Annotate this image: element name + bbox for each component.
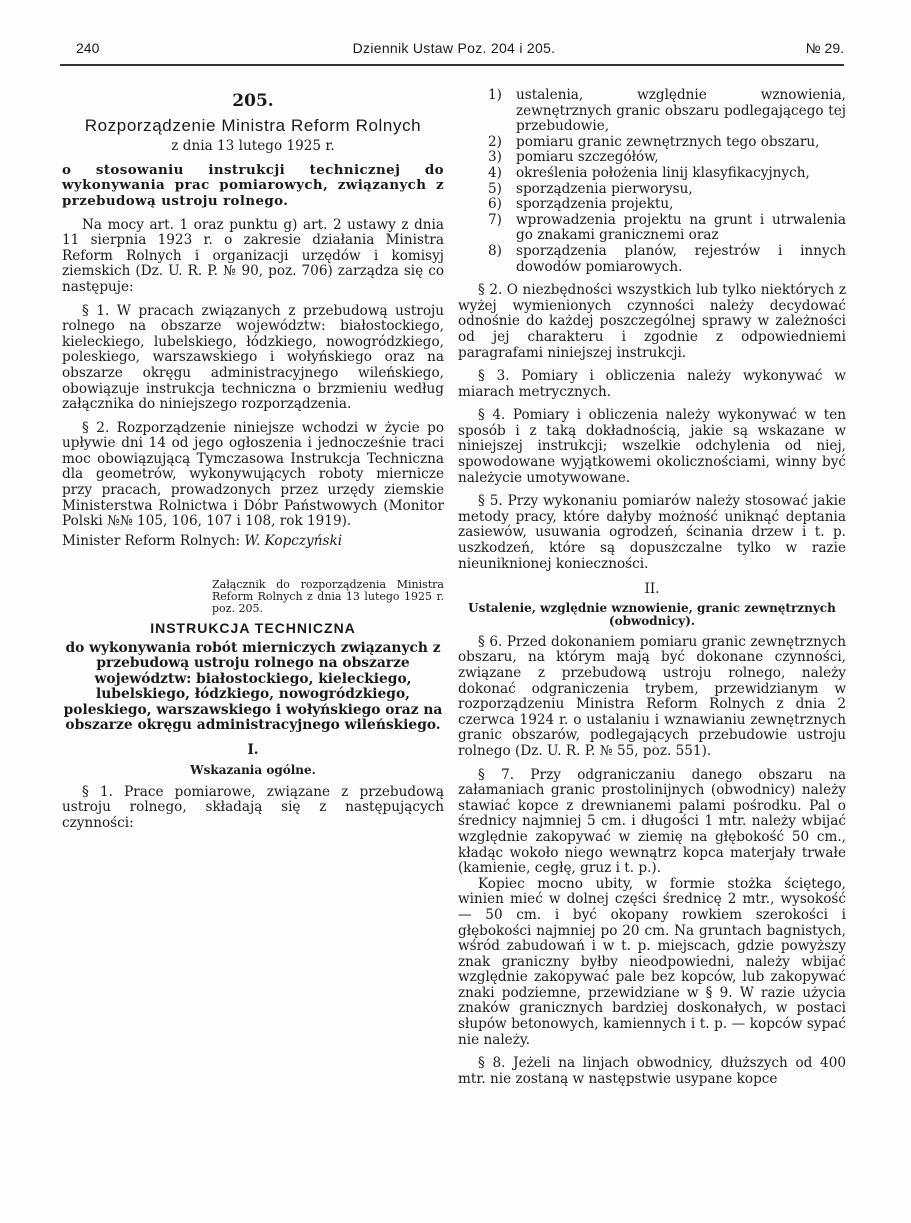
section-2-title: Ustalenie, względnie wznowienie, granic zewnętrznych (obwodnicy). (468, 600, 836, 629)
paragraph-s2: § 2. O niezbędności wszystkich lub tylko niektórych z wyżej wymienionych czynności należy decydować odnośnie do każdej poszczególnej sprawy w zależności od jej charakteru i zgodnie z odpowiedniemi paragrafami niniejszej instrukcji. (458, 282, 846, 361)
signature-label: Minister Reform Rolnych: (62, 532, 241, 549)
paragraph-1: § 1. W pracach związanych z przebudową ustroju rolnego na obszarze województw: białostockiego, kieleckiego, lubelskiego, łódzkiego, nowogródzkiego, poleskiego, warszawskiego i wołyńskiego oraz na obszarze okręgu administracyjnego wileńskiego, obowiązuje instrukcja techniczna o brzmieniu według załącznika do niniejszego rozporządzenia. (62, 302, 444, 413)
paragraph-s7: § 7. Przy odgraniczaniu danego obszaru na załamaniach granic prostolinijnych (obwodnicy) należy stawiać kopce z drewnianemi palami pośrodku. Pal o średnicy najmniej 5 cm. i długości 1 mtr. należy wbijać względnie zakopywać w ziemię na głębokość 50 cm., kładąc wokoło niego wewnątrz kopca materjały trwałe (kamienie, cegłę, gruz i t. p.). (458, 766, 846, 877)
section-2-number: II. (644, 581, 660, 598)
list-item: 1) ustalenia, względnie wznowienia, zewnętrznych granic obszaru podlegającego tej przebudowie, (488, 87, 846, 135)
header-rule (60, 64, 844, 66)
section-1-title: Wskazania ogólne. (190, 763, 316, 778)
section-1-paragraph-1: § 1. Prace pomiarowe, związane z przebudową ustroju rolnego, składają się z następujących czynności: (62, 783, 444, 831)
preamble: Na mocy art. 1 oraz punktu g) art. 2 ustawy z dnia 11 sierpnia 1923 r. o zakresie działania Ministra Reform Rolnych i organizacji urzędów i komisyj ziemskich (Dz. U. R. P. № 90, poz. 706) zarządza się co następuje: (62, 216, 444, 295)
paragraph-s8: § 8. Jeżeli na linjach obwodnicy, dłuższych od 400 mtr. nie zostaną w następstwie usypane kopce (458, 1055, 846, 1087)
paragraph-2: § 2. Rozporządzenie niniejsze wchodzi w życie po upływie dni 14 od jego ogłoszenia i jednocześnie traci moc obowiązującą Tymczasowa Instrukcja Techniczna dla geometrów, wykonywujących roboty miernicze przy pracach, prowadzonych przez urzędy ziemskie Ministerstwa Rolnictwa i Dóbr Państwowych (Monitor Polski №№ 105, 106, 107 i 108, rok 1919). (62, 419, 444, 530)
page-header (64, 40, 844, 62)
list-item: 4) określenia położenia linij klasyfikacyjnych, (488, 164, 810, 181)
issue-number: № 29. (805, 40, 844, 56)
page-number: 240 (76, 40, 100, 56)
regulation-title: Rozporządzenie Ministra Reform Rolnych (84, 115, 422, 135)
list-item: 3) pomiaru szczegółów, (488, 149, 659, 166)
signature-name: W. Kopczyński (244, 532, 343, 549)
signature (62, 534, 444, 550)
list-item: 8) sporządzenia planów, rejestrów i innych dowodów pomiarowych. (488, 242, 846, 275)
attachment-note: Załącznik do rozporządzenia Ministra Reform Rolnych z dnia 13 lutego 1925 r. poz. 205. (212, 578, 444, 616)
left-column (62, 88, 444, 831)
list-item: 5) sporządzenia pierworysu, (488, 180, 693, 197)
paragraph-s5: § 5. Przy wykonaniu pomiarów należy stosować jakie metody pracy, które dałyby możność uniknąć deptania zasiewów, usuwania ogrodzeń, ścinania drzew i t. p. uszkodzeń, które są dopuszczalne tylko w razie nieuniknionej konieczności. (458, 493, 846, 572)
paragraph-s6: § 6. Przed dokonaniem pomiaru granic zewnętrznych obszaru, na którym mają być dokonane czynności, związane z przebudową ustroju rolnego, należy dokonać odgraniczenia trybem, przewidzianym w rozporządzeniu Ministra Reform Rolnych z dnia 2 czerwca 1924 r. o ustalaniu i wznawianiu zewnętrznych granic obszarów, podlegających przebudowie ustroju rolnego (Dz. U. R. P. № 55, poz. 551). (458, 633, 846, 759)
instruction-title: INSTRUKCJA TECHNICZNA (150, 620, 356, 637)
right-column (458, 88, 846, 1087)
paragraph-s7-continued: Kopiec mocno ubity, w formie stożka ściętego, winien mieć w dolnej części średnicę 2 mtr., wysokość — 50 cm. i być okopany rowkiem szerokości i głębokości najmniej po 20 cm. Na gruntach bagnistych, wśród zabudowań i w t. p. miejscach, gdzie powyższy znak graniczny byłby nieodpowiedni, należy wbijać względnie zakopywać pale bez kopców, lub zakopywać znaki podziemne, przewidziane w § 9. W razie użycia znaków granicznych bardziej doskonałych, w postaci słupów betonowych, kamiennych i t. p. — kopców sypać nie należy. (458, 875, 846, 1048)
list-item: 2) pomiaru granic zewnętrznych tego obszaru, (488, 133, 820, 150)
paragraph-s4: § 4. Pomiary i obliczenia należy wykonywać w ten sposób i z taką dokładnością, jakie są wskazane w niniejszej instrukcji; wszelkie odchylenia od niej, spowodowane wyjątkowemi okolicznościami, winny być należycie umotywowane. (458, 407, 846, 486)
activities-list (458, 88, 846, 275)
instruction-subtitle: do wykonywania robót mierniczych związanych z przebudową ustroju rolnego na obszarze województw: białostockiego, kieleckiego, lubelskiego, łódzkiego, nowogródzkiego, poleskiego, warszawskiego i wołyńskiego oraz na obszarze okręgu administracyjnego wileńskiego. (63, 640, 443, 734)
list-item: 6) sporządzenia projektu, (488, 196, 674, 213)
list-item: 7) wprowadzenia projektu na grunt i utrwalenia go znakami granicznemi oraz (488, 211, 846, 244)
section-1-number: I. (247, 742, 259, 759)
paragraph-s3: § 3. Pomiary i obliczenia należy wykonywać w miarach metrycznych. (458, 368, 846, 400)
regulation-date: z dnia 13 lutego 1925 r. (171, 138, 335, 155)
journal-title: Dziennik Ustaw Poz. 204 i 205. (352, 40, 556, 56)
regulation-subject: o stosowaniu instrukcji technicznej do wykonywania prac pomiarowych, związanych z przebudową ustroju rolnego. (62, 161, 444, 209)
order-number: 205. (232, 91, 274, 111)
